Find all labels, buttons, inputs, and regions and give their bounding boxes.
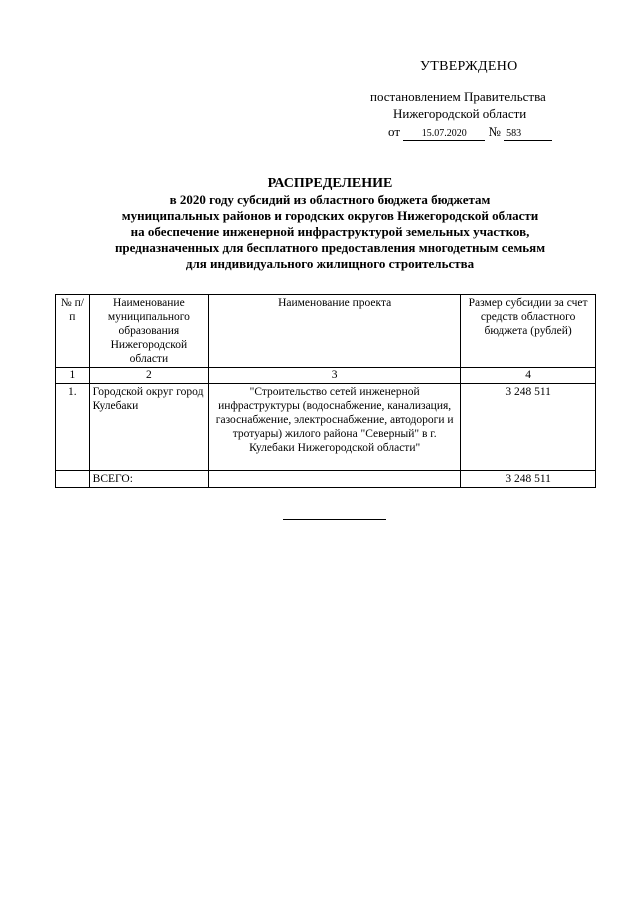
header-municipality: Наименование муниципального образования Нижегородской области [89,295,208,368]
document-heading [60,176,600,272]
end-divider [283,519,386,520]
total-empty-cell [56,471,90,488]
approval-title: УТВЕРЖДЕНО [420,59,518,74]
approval-number-label: № [488,124,501,139]
total-amount: 3 248 511 [461,471,596,488]
approval-number: 583 [504,127,552,141]
approval-date-number [388,123,552,141]
row-municipality: Городской округ город Кулебаки [89,384,208,471]
column-number-3: 3 [209,368,461,384]
table-row [56,384,596,471]
approval-date: 15.07.2020 [403,127,485,141]
header-project: Наименование проекта [209,295,461,368]
approval-region: Нижегородской области [393,106,527,121]
heading-line-2: муниципальных районов и городских округов Нижегородской области [121,208,539,223]
column-number-2: 2 [89,368,208,384]
row-project: "Строительство сетей инженерной инфраструктуры (водоснабжение, канализация, газоснабжение, электроснабжение, автодороги и тротуары) жилого района "Северный" в г. Кулебаки Нижегородской области" [209,384,461,471]
document-title: РАСПРЕДЕЛЕНИЕ [267,176,393,191]
heading-line-3: на обеспечение инженерной инфраструктурой земельных участков, [130,224,530,239]
table-header-row [56,295,596,368]
total-label: ВСЕГО: [89,471,208,488]
heading-line-1: в 2020 году субсидий из областного бюджета бюджетам [169,192,491,207]
total-row [56,471,596,488]
heading-line-5: для индивидуального жилищного строительства [185,256,475,271]
header-number: № п/п [56,295,90,368]
column-number-4: 4 [461,368,596,384]
heading-line-4: предназначенных для бесплатного предоставления многодетным семьям [114,240,546,255]
approval-authority: постановлением Правительства [370,89,546,104]
column-number-1: 1 [56,368,90,384]
approval-from-label: от [388,124,401,139]
distribution-table [55,294,596,488]
row-number: 1. [56,384,90,471]
column-numbers-row [56,368,596,384]
header-amount: Размер субсидии за счет средств областного бюджета (рублей) [461,295,596,368]
total-project-cell [209,471,461,488]
row-amount: 3 248 511 [461,384,596,471]
